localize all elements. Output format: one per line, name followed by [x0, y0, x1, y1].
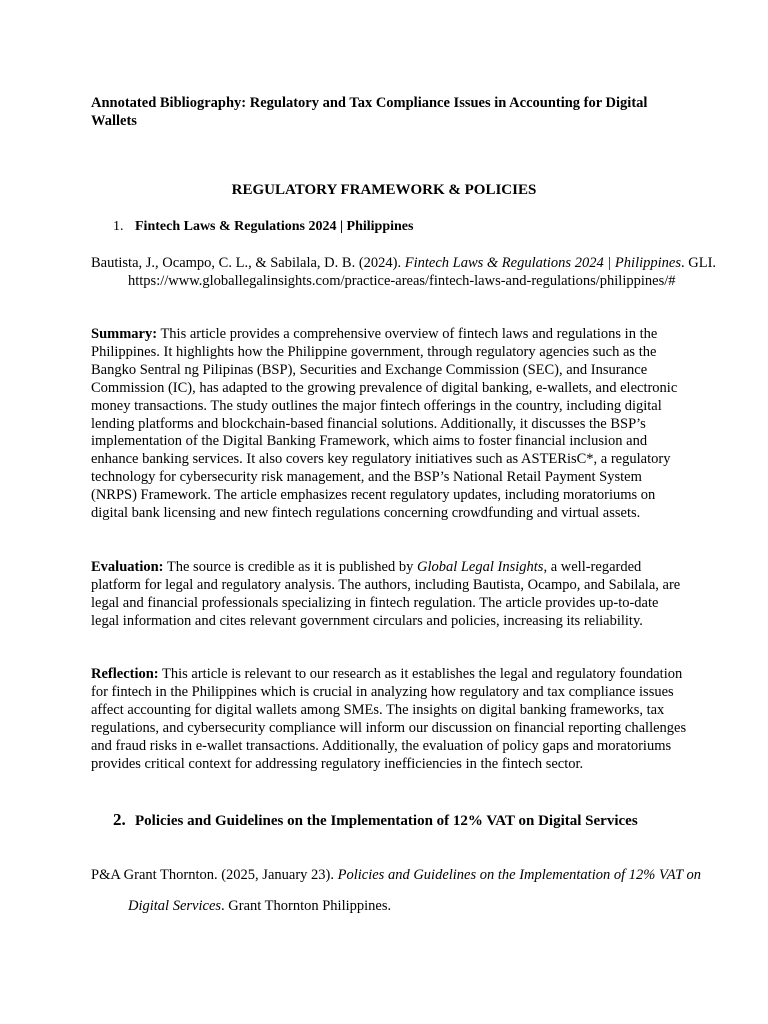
evaluation-label: Evaluation: [91, 559, 164, 575]
entry-1-citation [91, 255, 718, 290]
entry-1-citation-source: . GLI. https://www.globallegalinsights.com/practice-areas/fintech-laws-and-regulations/philippines/# [128, 255, 717, 289]
entry-1-evaluation [91, 559, 687, 631]
evaluation-text-post: , a well-regarded platform for legal and regulatory analysis. The authors, including Bautista, Ocampo, and Sabilala, are legal and financial professionals specializing in fintech regulation. The article provides up-to-date legal information and cites relevant government circulars and policies, increasing its reliability. [91, 559, 681, 629]
section-heading: REGULATORY FRAMEWORK & POLICIES [231, 182, 537, 198]
entry-2-citation-title: Policies and Guidelines on the Implementation of 12% VAT on Digital Services [128, 867, 701, 914]
entry-2-citation-source: . Grant Thornton Philippines. [221, 898, 392, 914]
entry-1-number: 1. [113, 219, 124, 234]
entry-1-summary [91, 326, 687, 523]
summary-label: Summary: [91, 326, 158, 342]
summary-text: This article provides a comprehensive overview of fintech laws and regulations in the Philippines. It highlights how the Philippine government, through regulatory agencies such as the Bangko Sentral ng Pilipinas (BSP), Securities and Exchange Commission (SEC), and Insurance Commission (IC), has adapted to the growing prevalence of digital banking, e-wallets, and electronic money transactions. The study outlines the major fintech offerings in the country, including digital lending platforms and blockchain-based financial solutions. Additionally, it discusses the BSP’s implementation of the Digital Banking Framework, which aims to foster financial inclusion and enhance banking services. It also covers key regulatory initiatives such as ASTERisC*, a regulatory technology for cybersecurity risk management, and the BSP’s National Retail Payment System (NRPS) Framework. The article emphasizes recent regulatory updates, including moratoriums on digital bank licensing and new fintech regulations concerning crowdfunding and virtual assets. [91, 326, 678, 522]
reflection-text: This article is relevant to our research as it establishes the legal and regulatory foundation for fintech in the Philippines which is crucial in analyzing how regulatory and tax compliance issues affect accounting for digital wallets among SMEs. The insights on digital banking frameworks, tax regulations, and cybersecurity compliance will inform our discussion on financial reporting challenges and fraud risks in e-wallet transactions. Additionally, the evaluation of policy gaps and moratoriums provides critical context for addressing regulatory inefficiencies in the fintech sector. [91, 666, 687, 772]
evaluation-text-pre: The source is credible as it is published by [166, 559, 414, 575]
entry-1-heading-text: Fintech Laws & Regulations 2024 | Philippines [135, 219, 414, 234]
entry-1-citation-authors: Bautista, J., Ocampo, C. L., & Sabilala, D. B. (2024). [91, 255, 402, 271]
entry-2-heading [113, 810, 638, 830]
reflection-label: Reflection: [91, 666, 159, 682]
entry-2-heading-text: Policies and Guidelines on the Implementation of 12% VAT on Digital Services [135, 813, 638, 829]
evaluation-publisher: Global Legal Insights [416, 559, 544, 575]
entry-1-citation-title: Fintech Laws & Regulations 2024 | Philippines [404, 255, 681, 271]
entry-2-citation-authors: P&A Grant Thornton. (2025, January 23). [91, 867, 334, 883]
document-title: Annotated Bibliography: Regulatory and Tax Compliance Issues in Accounting for Digital Wallets [91, 95, 648, 129]
entry-1-reflection [91, 666, 687, 773]
entry-2-citation [91, 860, 718, 922]
entry-1-heading [113, 219, 413, 235]
entry-2-number: 2. [113, 810, 126, 829]
